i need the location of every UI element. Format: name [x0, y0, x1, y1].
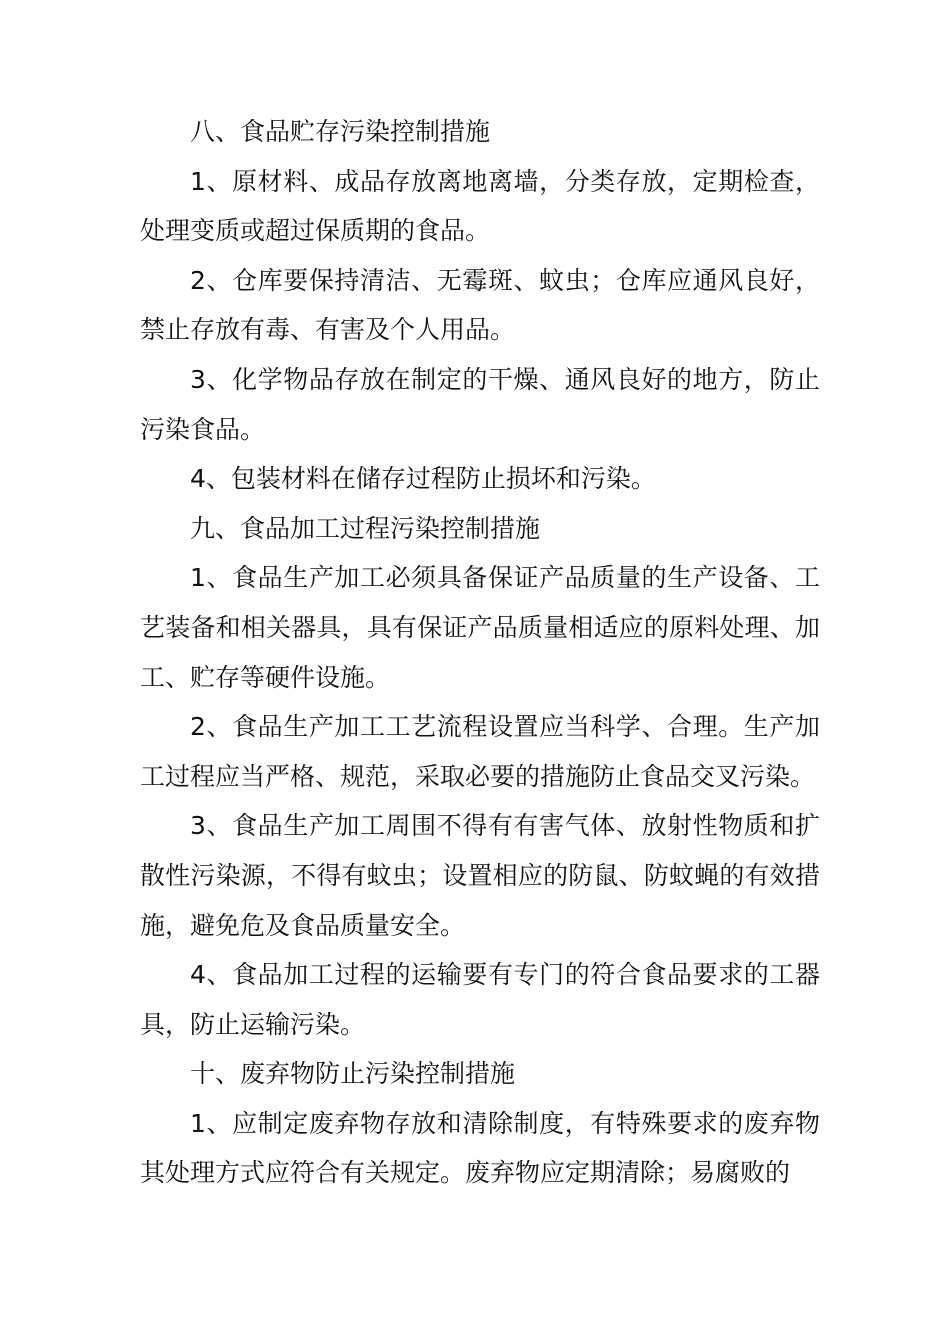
paragraph-8-4: 4、包装材料在储存过程防止损坏和污染。: [190, 464, 656, 494]
section-heading-8: 八、食品贮存污染控制措施: [190, 117, 491, 146]
paragraph-9-4: 4、食品加工过程的运输要有专门的符合食品要求的工器具，防止运输污染。: [140, 960, 820, 1039]
section-heading-9: 九、食品加工过程污染控制措施: [190, 513, 541, 543]
paragraph-8-1: 1、原材料、成品存放离地离墙，分类存放，定期检查，处理变质或超过保质期的食品。: [140, 166, 820, 246]
paragraph-9-1: 1、食品生产加工必须具备保证产品质量的生产设备、工艺装备和相关器具，具有保证产品质量相适应的原料处理、加工、贮存等硬件设施。: [140, 563, 820, 692]
paragraph-9-3: 3、食品生产加工周围不得有有害气体、放射性物质和扩散性污染源，不得有蚊虫；设置相应的防鼠、防蚊蝇的有效措施，避免危及食品质量安全。: [140, 811, 820, 940]
paragraph-10-1: 1、应制定废弃物存放和清除制度，有特殊要求的废弃物其处理方式应符合有关规定。废弃物应定期清除；易腐败的: [140, 1108, 820, 1188]
section-heading-10: 十、废弃物防止污染控制措施: [190, 1059, 516, 1089]
paragraph-8-3: 3、化学物品存放在制定的干燥、通风良好的地方，防止污染食品。: [140, 364, 820, 444]
document-body: [140, 107, 820, 1198]
paragraph-8-2: 2、仓库要保持清洁、无霉斑、蚊虫；仓库应通风良好，禁止存放有毒、有害及个人用品。: [140, 265, 820, 345]
paragraph-9-2: 2、食品生产加工工艺流程设置应当科学、合理。生产加工过程应当严格、规范，采取必要的措施防止食品交叉污染。: [140, 712, 820, 791]
